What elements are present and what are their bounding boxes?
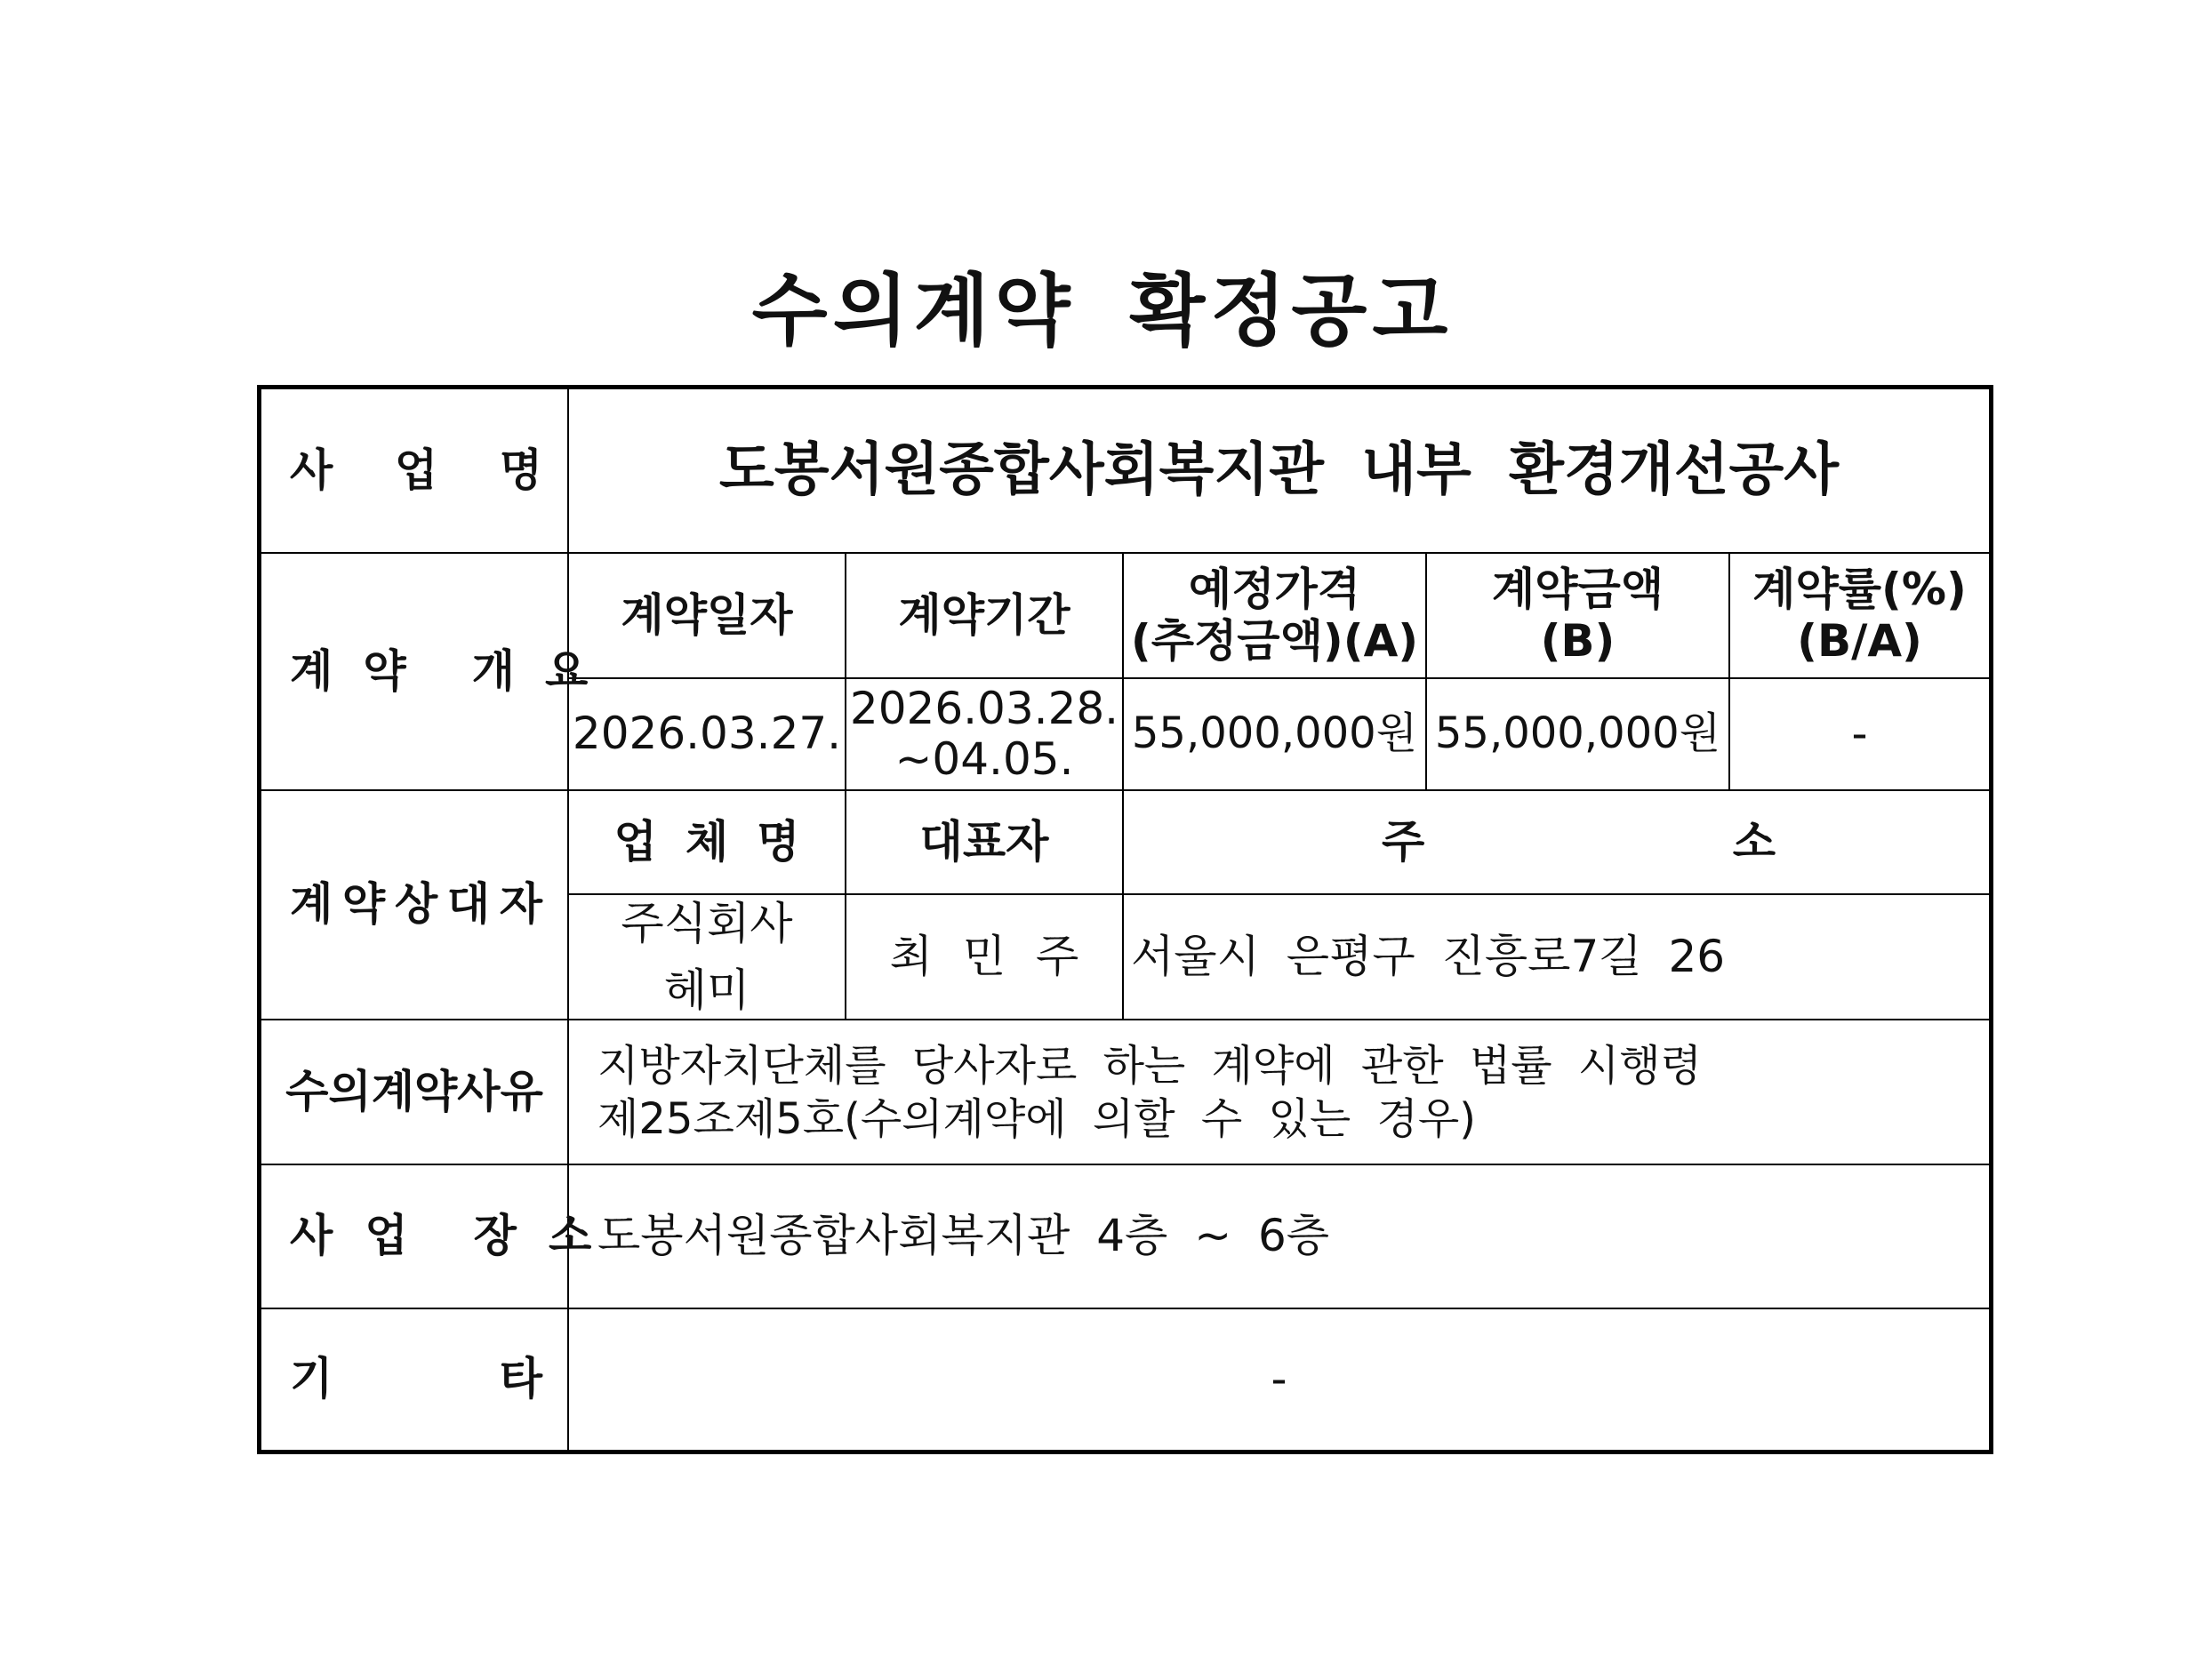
project-name-label	[261, 389, 567, 552]
header-text: 업	[613, 815, 657, 868]
label-char: 약	[363, 644, 406, 697]
representative-value: 최 민 주	[889, 930, 1079, 982]
label-char: 장	[473, 1210, 517, 1262]
header-text: 주	[1382, 815, 1425, 868]
header-text: (B)	[1540, 614, 1616, 667]
header-company-name	[569, 791, 845, 893]
header-text: 계약일자	[621, 588, 793, 641]
value-text: 2026.03.28.	[849, 682, 1119, 734]
label-char: 타	[499, 1353, 542, 1405]
label-char: 계	[290, 878, 333, 931]
label-char: 요	[544, 644, 589, 697]
label-char: 약	[341, 878, 386, 931]
header-text: 계약금액	[1491, 564, 1664, 615]
header-contract-amount	[1427, 554, 1728, 677]
label-char: 자	[499, 878, 542, 931]
page-title: 수의계약 확정공고	[751, 265, 1454, 356]
address-value: 서울시 은평구 진흥로7길 26	[1131, 930, 1726, 982]
label-char: 개	[471, 644, 515, 697]
label-char: 사	[290, 444, 333, 496]
header-text: 체	[685, 815, 729, 868]
header-contract-date	[569, 554, 845, 677]
header-text: 계약기간	[898, 588, 1070, 641]
value-contract-rate	[1730, 679, 1989, 789]
header-text: 명	[757, 815, 800, 868]
label-char: 계	[290, 644, 333, 697]
etc-value: -	[1271, 1353, 1287, 1405]
reason-value	[569, 1020, 1989, 1164]
reason-text: 제25조제5호(수의계약에 의할 수 있는 경우)	[597, 1093, 1476, 1144]
reason-text: 지방자치단체를 당사자로 하는 계약에 관한 법률 시행령	[597, 1040, 1703, 1091]
header-text: 계약률(%)	[1752, 564, 1967, 615]
reason-label: 수의계약사유	[285, 1065, 543, 1117]
label-char: 상	[394, 878, 438, 931]
label-char: 업	[394, 444, 438, 496]
contract-overview-label	[261, 554, 589, 789]
value-text: 55,000,000원	[1131, 708, 1418, 759]
label-char: 소	[548, 1210, 592, 1262]
header-address	[1124, 791, 1989, 893]
label-char: 명	[499, 444, 542, 496]
location-label	[261, 1165, 592, 1308]
label-char: 사	[290, 1210, 333, 1262]
header-text: (추정금액)(A)	[1130, 614, 1419, 667]
value-text: ~04.05.	[894, 733, 1074, 785]
project-name-value: 도봉서원종합사회복지관 내부 환경개선공사	[718, 436, 1840, 503]
header-text: 소	[1732, 815, 1776, 868]
value-contract-amount	[1427, 679, 1728, 789]
header-contract-period	[846, 554, 1122, 677]
value-text: 55,000,000원	[1434, 708, 1721, 759]
counterparty-label	[261, 791, 567, 1019]
header-representative	[846, 791, 1122, 893]
label-char: 대	[446, 878, 491, 931]
company-name-value	[569, 895, 845, 1019]
header-text: 대표자	[919, 815, 1049, 868]
header-text: 예정가격	[1188, 564, 1361, 615]
value-contract-date	[569, 679, 845, 789]
value-contract-period	[846, 679, 1122, 789]
etc-label	[261, 1309, 567, 1450]
value-text: 주식회사	[621, 897, 793, 949]
value-text: 2026.03.27.	[572, 708, 842, 760]
location-value: 도봉서원종합사회복지관 4층 ~ 6층	[597, 1210, 1330, 1262]
value-text: 헤미	[663, 964, 750, 1016]
value-estimated-price	[1124, 679, 1425, 789]
announcement-table	[257, 385, 1993, 1454]
header-estimated-price	[1124, 554, 1425, 677]
value-text: -	[1851, 708, 1868, 760]
label-char: 기	[290, 1353, 333, 1405]
label-char: 업	[365, 1210, 408, 1262]
header-text: (B/A)	[1797, 614, 1922, 667]
header-contract-rate	[1730, 554, 1989, 677]
